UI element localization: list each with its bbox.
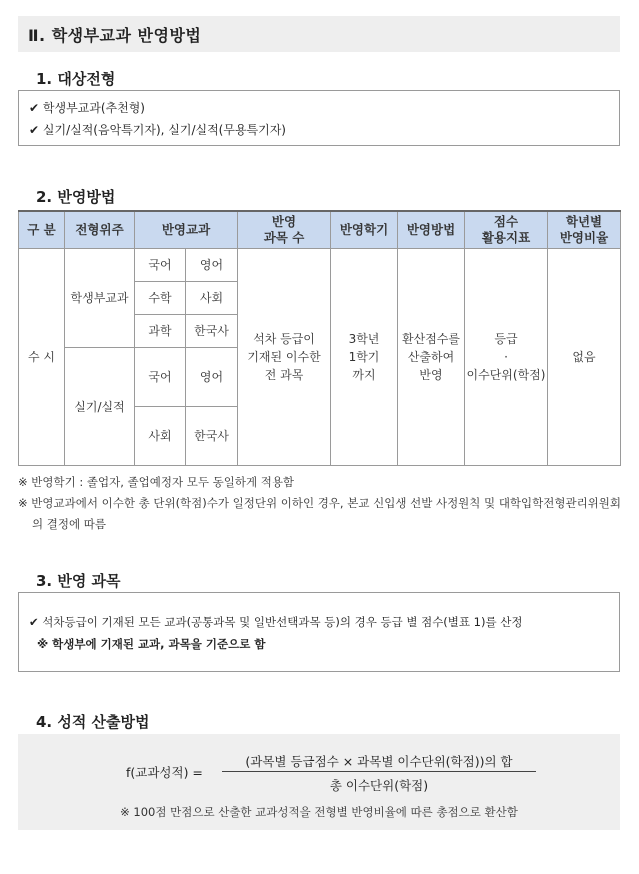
method-table <box>18 210 621 466</box>
check-icon: ✔ <box>29 123 40 137</box>
header-count: 반영 과목 수 <box>238 211 331 249</box>
subject-cell: 사회 <box>135 407 186 466</box>
header-method: 반영방법 <box>398 211 465 249</box>
s1-box <box>18 90 620 146</box>
formula-denominator: 총 이수단위(학점) <box>329 778 429 793</box>
subject-cell: 영어 <box>186 249 238 282</box>
note-2: ※ 반영교과에서 이수한 총 단위(학점)수가 일정단위 이하인 경우, 본교 신입생 선발 사정원칙 및 대학입학전형관리위원회의 결정에 따름 <box>18 496 622 531</box>
subject-cell: 국어 <box>135 348 186 407</box>
table-row <box>19 249 621 282</box>
note-1: ※ 반영학기 : 졸업자, 졸업예정자 모두 동일하게 적용함 <box>18 475 295 489</box>
s3-line-2: ※ 학생부에 기재된 교과, 과목을 기준으로 함 <box>37 637 266 651</box>
subject-cell: 국어 <box>135 249 186 282</box>
formula-box <box>18 734 620 830</box>
s2-notes <box>18 472 628 535</box>
subject-cell: 사회 <box>186 282 238 315</box>
index-cell: 등급 · 이수단위(학점) <box>465 249 548 466</box>
check-icon: ✔ <box>29 615 39 629</box>
s1-title: 1. 대상전형 <box>36 70 116 88</box>
category-cell: 수 시 <box>19 249 65 466</box>
section-title: Ⅱ. 학생부교과 반영방법 <box>28 25 202 45</box>
count-cell: 석차 등급이 기재된 이수한 전 과목 <box>238 249 331 466</box>
subject-cell: 영어 <box>186 348 238 407</box>
s3-line-1: ✔ 석차등급이 기재된 모든 교과(공통과목 및 일반선택과목 등)의 경우 등급 별 점수(별표 1)를 산정 <box>29 615 523 629</box>
s3-title: 3. 반영 과목 <box>36 572 121 590</box>
formula-note: ※ 100점 만점으로 산출한 교과성적을 전형별 반영비율에 따른 총점으로 환산함 <box>120 805 518 819</box>
method-cell: 환산점수를 산출하여 반영 <box>398 249 465 466</box>
s2-title: 2. 반영방법 <box>36 188 116 206</box>
header-category: 구 분 <box>19 211 65 249</box>
subject-cell: 한국사 <box>186 315 238 348</box>
s1-item-2: ✔ 실기/실적(음악특기자), 실기/실적(무용특기자) <box>29 123 286 137</box>
type-cell-1: 학생부교과 <box>65 249 135 348</box>
s3-box <box>18 592 620 672</box>
subject-cell: 수학 <box>135 282 186 315</box>
semester-cell: 3학년 1학기 까지 <box>331 249 398 466</box>
header-semester: 반영학기 <box>331 211 398 249</box>
s1-item-1: ✔ 학생부교과(추천형) <box>29 101 145 115</box>
s4-title: 4. 성적 산출방법 <box>36 713 150 731</box>
type-cell-2: 실기/실적 <box>65 348 135 466</box>
ratio-cell: 없음 <box>548 249 621 466</box>
subject-cell: 한국사 <box>186 407 238 466</box>
subject-cell: 과학 <box>135 315 186 348</box>
header-ratio: 학년별 반영비율 <box>548 211 621 249</box>
fraction-bar <box>222 771 536 772</box>
header-subjects: 반영교과 <box>135 211 238 249</box>
header-index: 점수 활용지표 <box>465 211 548 249</box>
check-icon: ✔ <box>29 101 40 115</box>
formula-numerator: (과목별 등급점수 × 과목별 이수단위(학점))의 합 <box>245 754 513 769</box>
formula-lhs: f(교과성적) = <box>126 765 203 780</box>
header-type: 전형위주 <box>65 211 135 249</box>
table-header-row <box>19 211 621 249</box>
section-header <box>18 16 620 52</box>
